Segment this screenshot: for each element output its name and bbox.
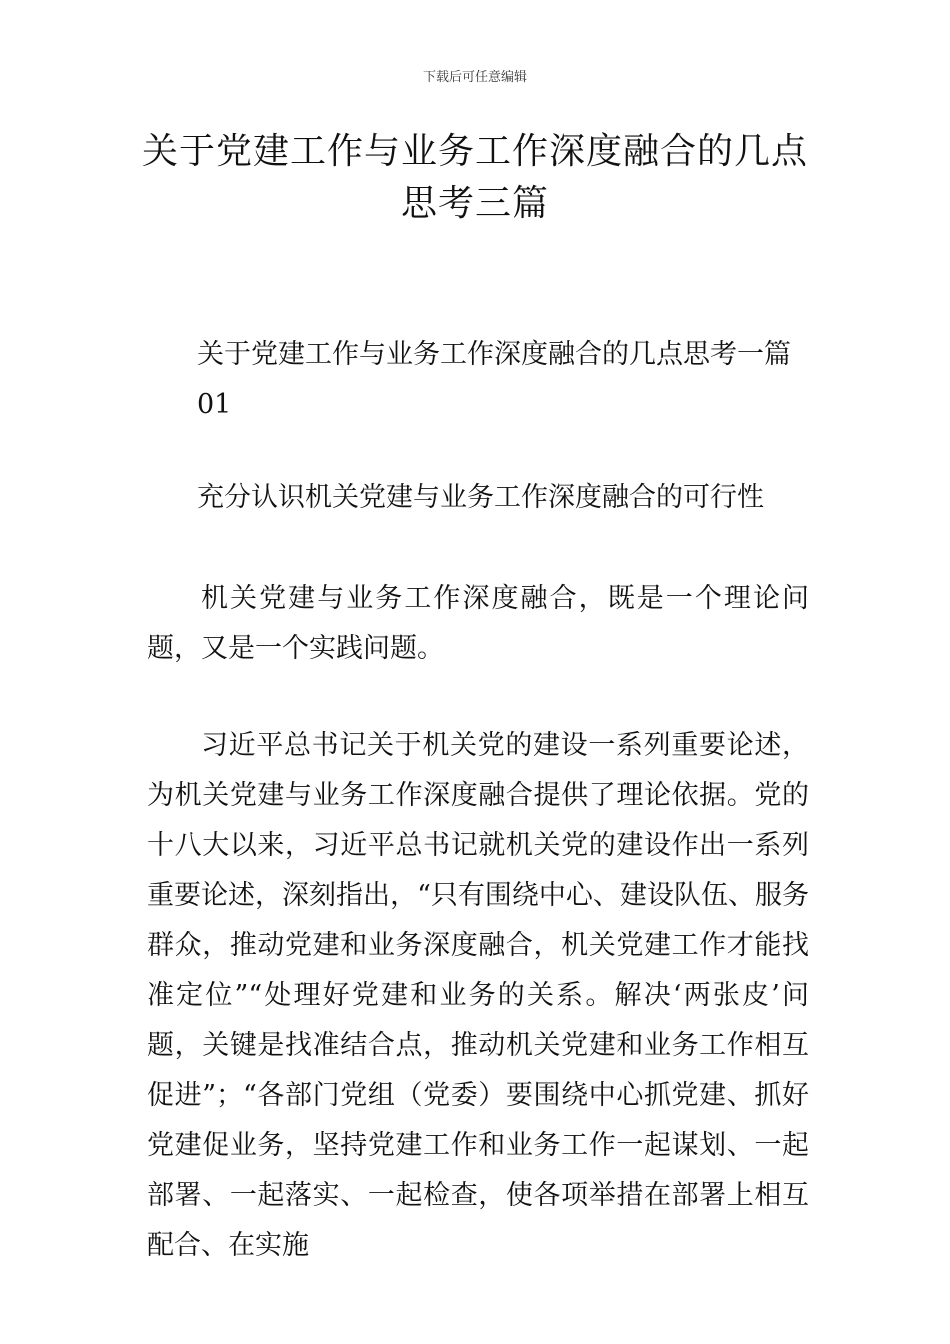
paragraph-block-2 bbox=[147, 721, 809, 1271]
paragraph-block-1 bbox=[147, 574, 809, 674]
download-note: 下载后可任意编辑 bbox=[422, 70, 527, 85]
paragraph-1: 机关党建与业务工作深度融合，既是一个理论问题，又是一个实践问题。 bbox=[147, 583, 809, 664]
section-number: 01 bbox=[197, 389, 232, 420]
title-line-1: 关于党建工作与业务工作深度融合的几点 bbox=[141, 131, 808, 172]
title-line-2: 思考三篇 bbox=[400, 183, 549, 224]
paragraph-2: 习近平总书记关于机关党的建设一系列重要论述，为机关党建与业务工作深度融合提供了理论依据。党的十八大以来，习近平总书记就机关党的建设作出一系列重要论述，深刻指出，“只有围绕中心、建设队伍、服务群众，推动党建和业务深度融合，机关党建工作才能找准定位”“处理好党建和业务的关系。解决‘两张皮’问题，关键是找准结合点，推动机关党建和业务工作相互促进”；“各部门党组（党委）要围绕中心抓党建、抓好党建促业务，坚持党建工作和业务工作一起谋划、一起部署、一起落实、一起检查，使各项举措在部署上相互配合、在实施 bbox=[147, 730, 809, 1261]
section-heading-block bbox=[147, 330, 809, 430]
document-title bbox=[140, 126, 810, 230]
section-subheading: 充分认识机关党建与业务工作深度融合的可行性 bbox=[197, 482, 764, 513]
section-heading: 关于党建工作与业务工作深度融合的几点思考一篇 bbox=[197, 339, 791, 370]
subheading-block bbox=[147, 473, 809, 523]
